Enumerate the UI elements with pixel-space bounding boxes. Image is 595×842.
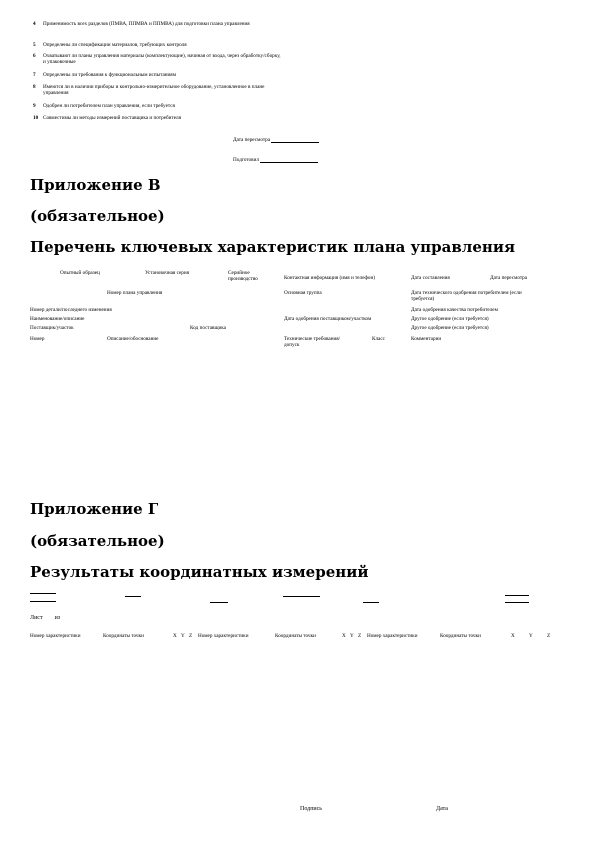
col-x-header: X (511, 633, 515, 639)
quality-approval-label: Дата одобрения качества потребителем (411, 307, 498, 313)
col-specification-header: Технические требования/допуск (284, 336, 341, 348)
supplier-approval-label: Дата одобрения поставщиком/участком (284, 316, 372, 322)
checklist: 4 Применимость всех разделов (ПМВА, ППМВА и ППМВА) для подготовки плана управления 5 Определены ли спецификации материалов, требующих контроля 6 Охватывают ли планы управления материалы (комплектующие), начиная от входа, через обработку/сборку, и упаковочные 7 Определены ли требования к функциональным испытаниям 8 Имеются ли в наличии приборы и контрольно-измерительное оборудование, установленное в плане управления 9 Одобрен ли потребителем план управления, если требуется 10 Совместимы ли методы измерений поставщика и потребителя (33, 21, 281, 121)
sample-checkbox-label[interactable]: Опытный образец (60, 270, 100, 276)
col-y-header: Y (350, 633, 354, 639)
field-line[interactable] (283, 594, 320, 597)
col-char-number-header: Номер характеристики (30, 633, 81, 639)
field-line[interactable] (210, 600, 228, 603)
supplier-code-label: Код поставщика (190, 325, 226, 331)
plan-number-label: Номер плана управления (107, 290, 163, 296)
col-z-header: Z (358, 633, 362, 639)
appendix-v-title: Приложение В (30, 176, 161, 194)
review-date-line[interactable] (271, 136, 319, 143)
col-char-number-header: Номер характеристики (367, 633, 418, 639)
appendix-v-subtitle: (обязательное) (30, 207, 165, 225)
issue-date-label: Дата составления (411, 275, 450, 281)
appendix-g-name: Результаты координатных измерений (30, 563, 369, 581)
field-line[interactable] (505, 600, 529, 603)
col-z-header: Z (547, 633, 551, 639)
col-number-header: Номер (30, 336, 45, 342)
production-checkbox-label[interactable]: Серийное производство (228, 270, 258, 282)
col-y-header: Y (181, 633, 185, 639)
field-line[interactable] (505, 593, 529, 596)
col-z-header: Z (189, 633, 193, 639)
appendix-g-subtitle: (обязательное) (30, 532, 165, 550)
part-name-label: Наименование/описание (30, 316, 85, 322)
col-comments-header: Комментарии (411, 336, 442, 342)
main-group-label: Основная группа (284, 290, 322, 296)
part-number-label: Номер детали/последнего изменения (30, 307, 112, 313)
col-x-header: X (342, 633, 346, 639)
field-line[interactable] (30, 591, 56, 594)
col-x-header: X (173, 633, 177, 639)
review-date-field: Дата пересмотра (233, 136, 319, 143)
col-coord-header: Координаты точки (275, 633, 316, 639)
field-line[interactable] (363, 600, 379, 603)
revision-date-label: Дата пересмотра (490, 275, 528, 281)
signature-label: Подпись (300, 806, 323, 812)
field-line[interactable] (30, 599, 56, 602)
date-label: Дата (436, 806, 448, 812)
col-char-number-header: Номер характеристики (198, 633, 249, 639)
col-class-header: Класс (372, 336, 385, 342)
col-coord-header: Координаты точки (103, 633, 144, 639)
other-approval-2-label: Другое одобрение (если требуется) (411, 325, 489, 331)
customer-approval-label: Дата технического одобрения потребителем (если требуется) (411, 290, 522, 302)
col-y-header: Y (529, 633, 533, 639)
col-coord-header: Координаты точки (440, 633, 481, 639)
supplier-label: Поставщик/участок (30, 325, 74, 331)
other-approval-1-label: Другое одобрение (если требуется) (411, 316, 489, 322)
appendix-g-title: Приложение Г (30, 500, 159, 518)
field-line[interactable] (125, 594, 141, 597)
preproduction-checkbox-label[interactable]: Установочная серия (145, 270, 190, 276)
contact-label: Контактная информация (имя и телефон) (284, 275, 376, 281)
sheet-indicator: Лист из (30, 615, 61, 621)
prepared-by-field: Подготовил (233, 156, 318, 163)
appendix-v-name: Перечень ключевых характеристик плана управления (30, 238, 516, 256)
prepared-by-line[interactable] (260, 156, 318, 163)
col-description-header: Описание/обоснование (107, 336, 159, 342)
